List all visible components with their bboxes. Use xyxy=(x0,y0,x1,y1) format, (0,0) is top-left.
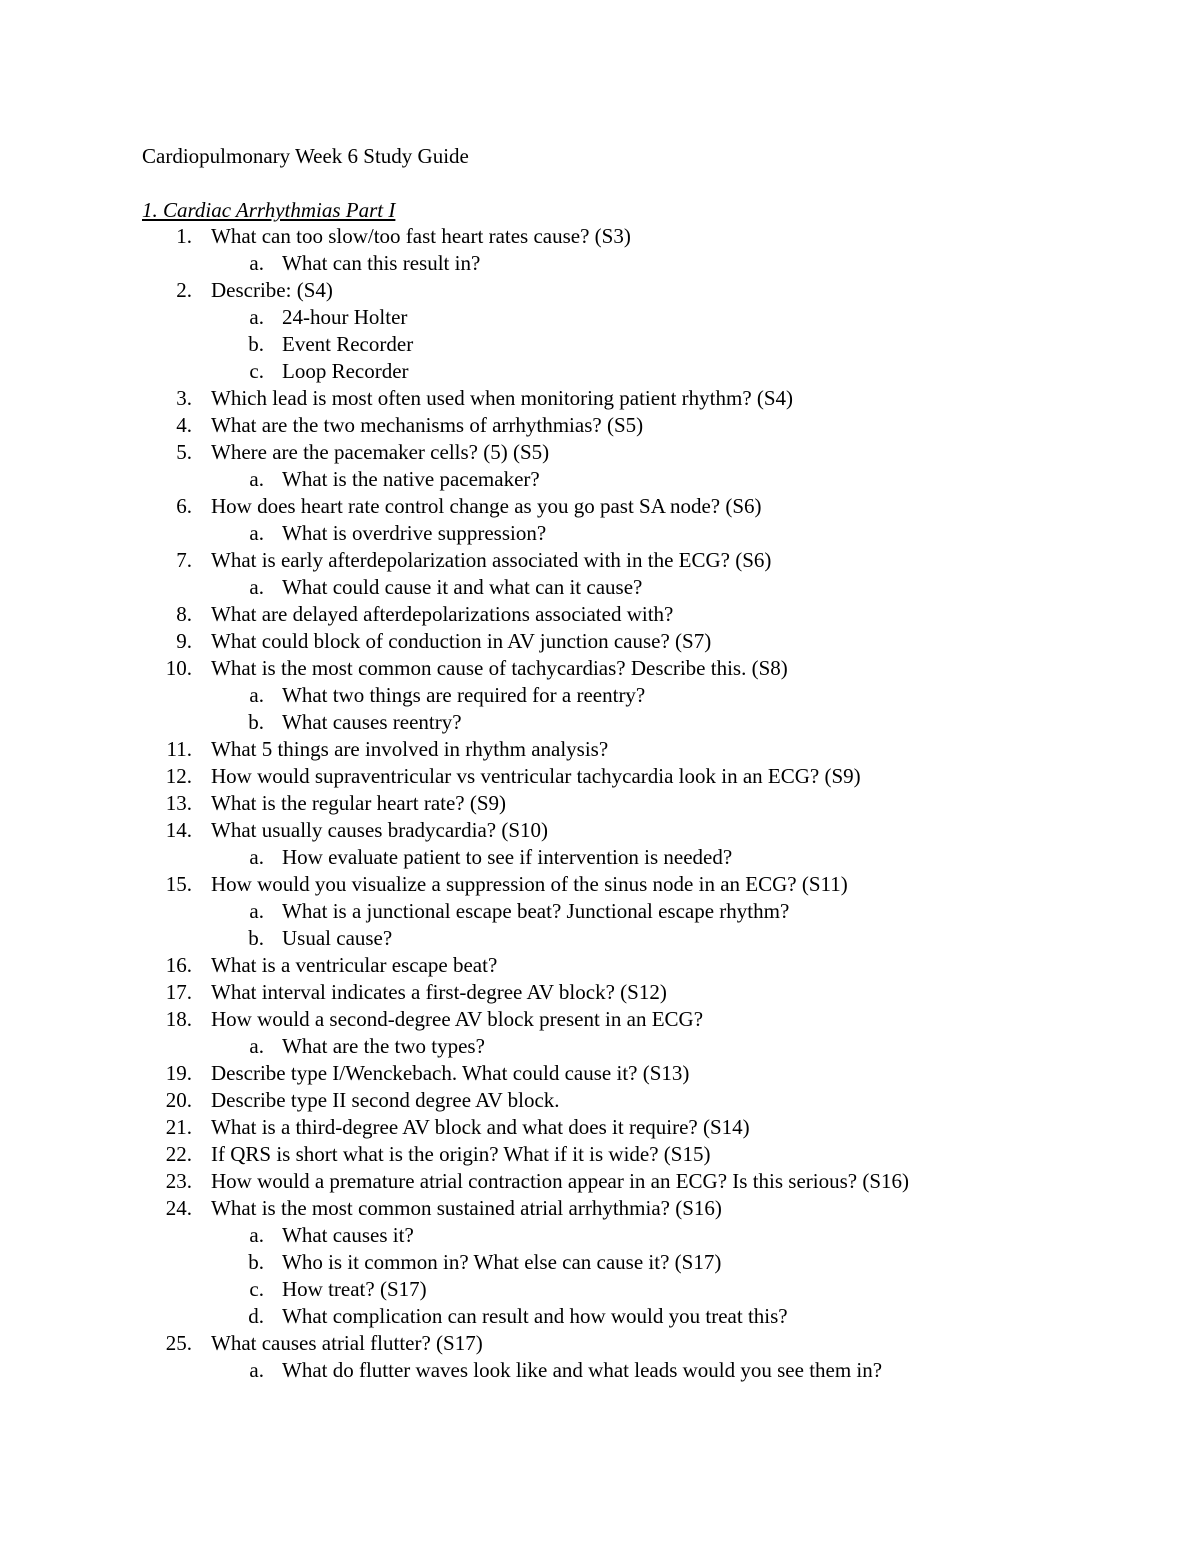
question-item xyxy=(0,628,1200,655)
sub-question-text: Event Recorder xyxy=(282,332,414,356)
question-number: 11. xyxy=(166,737,192,761)
question-item xyxy=(0,817,1200,844)
sub-question-item xyxy=(0,466,1200,493)
sub-question-text: Loop Recorder xyxy=(282,359,409,383)
sub-question-text: What do flutter waves look like and what leads would you see them in? xyxy=(282,1358,883,1382)
question-number: 7. xyxy=(176,548,192,572)
question-item xyxy=(0,655,1200,682)
question-number: 24. xyxy=(165,1196,192,1220)
sub-question-letter: a. xyxy=(249,683,264,707)
question-number: 21. xyxy=(165,1115,192,1139)
sub-question-item xyxy=(0,1276,1200,1303)
question-text: What usually causes bradycardia? (S10) xyxy=(211,818,549,842)
question-item xyxy=(0,439,1200,466)
question-item xyxy=(0,1087,1200,1114)
sub-question-letter: d. xyxy=(248,1304,264,1328)
sub-question-item xyxy=(0,1222,1200,1249)
sub-question-letter: c. xyxy=(249,359,264,383)
question-text: What is early afterdepolarization associated with in the ECG? (S6) xyxy=(211,548,772,572)
question-text: What are delayed afterdepolarizations associated with? xyxy=(211,602,674,626)
question-number: 10. xyxy=(165,656,192,680)
sub-question-item xyxy=(0,1033,1200,1060)
question-item xyxy=(0,1168,1200,1195)
sub-question-letter: a. xyxy=(249,467,264,491)
question-number: 23. xyxy=(165,1169,192,1193)
question-text: What is the most common cause of tachycardias? Describe this. (S8) xyxy=(211,656,788,680)
question-text: How would supraventricular vs ventricular tachycardia look in an ECG? (S9) xyxy=(211,764,861,788)
question-item xyxy=(0,1195,1200,1222)
question-item xyxy=(0,763,1200,790)
question-item xyxy=(0,385,1200,412)
sub-question-letter: a. xyxy=(249,251,264,275)
sub-question-text: What two things are required for a reentry? xyxy=(282,683,646,707)
question-text: Which lead is most often used when monitoring patient rhythm? (S4) xyxy=(211,386,794,410)
question-number: 22. xyxy=(165,1142,192,1166)
question-number: 3. xyxy=(176,386,192,410)
sub-question-text: Who is it common in? What else can cause it? (S17) xyxy=(282,1250,722,1274)
question-number: 6. xyxy=(176,494,192,518)
question-item xyxy=(0,223,1200,250)
question-number: 4. xyxy=(176,413,192,437)
sub-question-letter: a. xyxy=(249,845,264,869)
section-heading: 1. Cardiac Arrhythmias Part I xyxy=(142,198,396,222)
question-text: What are the two mechanisms of arrhythmias? (S5) xyxy=(211,413,644,437)
sub-question-letter: a. xyxy=(249,575,264,599)
question-number: 17. xyxy=(165,980,192,1004)
question-number: 18. xyxy=(165,1007,192,1031)
question-text: What can too slow/too fast heart rates cause? (S3) xyxy=(211,224,631,248)
document-title: Cardiopulmonary Week 6 Study Guide xyxy=(142,144,469,168)
sub-question-text: What can this result in? xyxy=(282,251,481,275)
sub-question-text: What is a junctional escape beat? Junctional escape rhythm? xyxy=(282,899,790,923)
sub-question-item xyxy=(0,520,1200,547)
sub-question-letter: a. xyxy=(249,305,264,329)
question-number: 12. xyxy=(165,764,192,788)
question-text: What is the most common sustained atrial arrhythmia? (S16) xyxy=(211,1196,722,1220)
question-item xyxy=(0,1006,1200,1033)
sub-question-item xyxy=(0,844,1200,871)
sub-question-text: What are the two types? xyxy=(282,1034,485,1058)
question-number: 20. xyxy=(165,1088,192,1112)
question-item xyxy=(0,277,1200,304)
sub-question-item xyxy=(0,898,1200,925)
question-item xyxy=(0,412,1200,439)
question-text: Describe type II second degree AV block. xyxy=(211,1088,560,1112)
sub-question-text: What could cause it and what can it cause? xyxy=(282,575,643,599)
sub-question-item xyxy=(0,358,1200,385)
question-item xyxy=(0,1114,1200,1141)
question-text: Where are the pacemaker cells? (5) (S5) xyxy=(211,440,550,464)
question-item xyxy=(0,979,1200,1006)
sub-question-letter: b. xyxy=(248,926,264,950)
question-item xyxy=(0,871,1200,898)
question-text: What is the regular heart rate? (S9) xyxy=(211,791,507,815)
question-text: What could block of conduction in AV junction cause? (S7) xyxy=(211,629,712,653)
sub-question-letter: a. xyxy=(249,1358,264,1382)
question-number: 13. xyxy=(165,791,192,815)
sub-question-letter: a. xyxy=(249,521,264,545)
question-number: 16. xyxy=(165,953,192,977)
question-text: How would a second-degree AV block present in an ECG? xyxy=(211,1007,704,1031)
question-text: How would you visualize a suppression of the sinus node in an ECG? (S11) xyxy=(211,872,848,896)
question-item xyxy=(0,1141,1200,1168)
question-number: 8. xyxy=(176,602,192,626)
sub-question-letter: a. xyxy=(249,1034,264,1058)
sub-question-item xyxy=(0,250,1200,277)
sub-question-letter: b. xyxy=(248,332,264,356)
question-number: 14. xyxy=(165,818,192,842)
sub-question-text: How treat? (S17) xyxy=(282,1277,427,1301)
sub-question-item xyxy=(0,331,1200,358)
sub-question-text: How evaluate patient to see if intervention is needed? xyxy=(282,845,733,869)
question-item xyxy=(0,547,1200,574)
question-list xyxy=(0,223,1200,1384)
question-text: What is a third-degree AV block and what does it require? (S14) xyxy=(211,1115,750,1139)
question-number: 1. xyxy=(176,224,192,248)
question-number: 9. xyxy=(176,629,192,653)
question-text: What 5 things are involved in rhythm analysis? xyxy=(211,737,609,761)
sub-question-text: What causes reentry? xyxy=(282,710,462,734)
sub-question-item xyxy=(0,1249,1200,1276)
sub-question-letter: a. xyxy=(249,899,264,923)
question-item xyxy=(0,952,1200,979)
sub-question-item xyxy=(0,682,1200,709)
sub-question-text: Usual cause? xyxy=(282,926,393,950)
question-number: 25. xyxy=(165,1331,192,1355)
sub-question-letter: a. xyxy=(249,1223,264,1247)
sub-question-text: What complication can result and how would you treat this? xyxy=(282,1304,788,1328)
question-text: Describe type I/Wenckebach. What could cause it? (S13) xyxy=(211,1061,690,1085)
question-item xyxy=(0,601,1200,628)
sub-question-item xyxy=(0,925,1200,952)
sub-question-letter: b. xyxy=(248,1250,264,1274)
sub-question-item xyxy=(0,1303,1200,1330)
question-item xyxy=(0,493,1200,520)
question-number: 19. xyxy=(165,1061,192,1085)
question-text: If QRS is short what is the origin? What if it is wide? (S15) xyxy=(211,1142,711,1166)
question-text: What is a ventricular escape beat? xyxy=(211,953,498,977)
question-text: Describe: (S4) xyxy=(211,278,333,302)
sub-question-item xyxy=(0,574,1200,601)
sub-question-letter: b. xyxy=(248,710,264,734)
sub-question-item xyxy=(0,304,1200,331)
sub-question-text: What is overdrive suppression? xyxy=(282,521,547,545)
sub-question-text: What is the native pacemaker? xyxy=(282,467,540,491)
question-number: 15. xyxy=(165,872,192,896)
question-text: How does heart rate control change as you go past SA node? (S6) xyxy=(211,494,762,518)
question-number: 2. xyxy=(176,278,192,302)
sub-question-item xyxy=(0,1357,1200,1384)
sub-question-text: What causes it? xyxy=(282,1223,414,1247)
question-number: 5. xyxy=(176,440,192,464)
question-text: How would a premature atrial contraction appear in an ECG? Is this serious? (S16) xyxy=(211,1169,910,1193)
question-item xyxy=(0,1060,1200,1087)
sub-question-item xyxy=(0,709,1200,736)
question-item xyxy=(0,1330,1200,1357)
question-item xyxy=(0,736,1200,763)
sub-question-text: 24-hour Holter xyxy=(282,305,408,329)
question-text: What interval indicates a first-degree AV block? (S12) xyxy=(211,980,667,1004)
question-text: What causes atrial flutter? (S17) xyxy=(211,1331,483,1355)
sub-question-letter: c. xyxy=(249,1277,264,1301)
question-item xyxy=(0,790,1200,817)
